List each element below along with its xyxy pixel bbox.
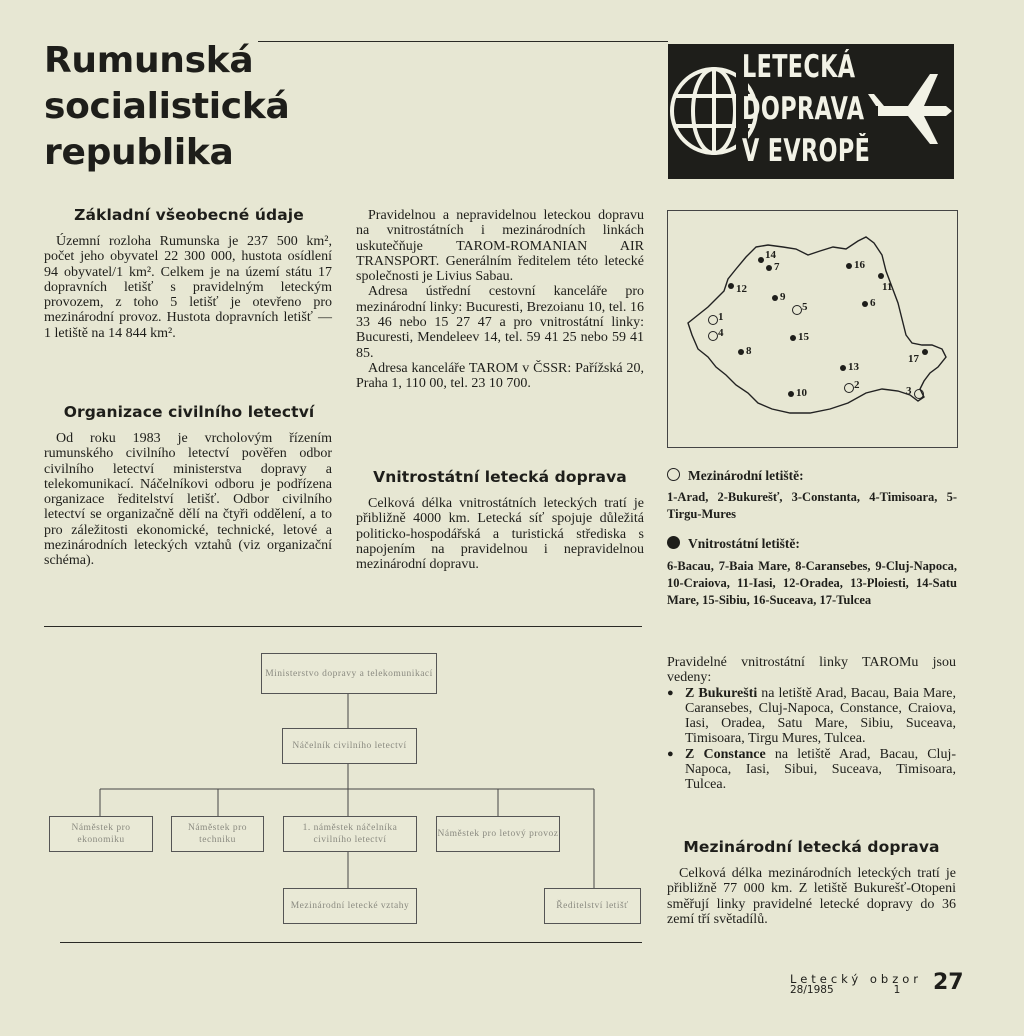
airport-label-11: 11: [882, 281, 893, 293]
org-box-deputy-economy: Náměstek pro ekonomiku: [49, 816, 153, 852]
airport-label-7: 7: [774, 261, 780, 273]
airport-label-14: 14: [765, 249, 776, 261]
text-civil-aviation-org: Od roku 1983 je vrcholovým řízením rumunského civilního letectví pověřen odbor civilního letectví ministerstva dopravy a telekomunikací. Náčelníkovi odboru je podřízena organizace ředitelství letišť. Odbor civilního letectví se organizačně dělí na čtyři oddělení, a to pro záležitosti ekonomické, technické, letové a mezinárodních leteckých vztahů (viz organizační schéma).: [44, 431, 332, 569]
org-box-deputy-flight-ops: Náměstek pro letový provoz: [436, 816, 560, 852]
page-title: Rumunská socialistická republika: [44, 40, 290, 173]
org-box-airports-directorate: Ředitelství letišť: [544, 888, 641, 924]
org-box-chief: Náčelník civilního letectví: [282, 728, 417, 764]
page-number: 27: [933, 970, 964, 995]
heading-basic-data: Základní všeobecné údaje: [74, 206, 304, 224]
footer-magazine: Letecký obzor: [790, 972, 923, 986]
legend-domestic: Vnitrostátní letiště:: [667, 536, 957, 552]
text-basic-data: Územní rozloha Rumunska je 237 500 km², počet jeho obyvatel 22 300 000, hustota osídlení 94 obyvatel/1 km². Celkem je na území státu 17 dopravních letišť s pravidelným leteckým provozem, z toho 5 letišť je otevřeno pro mezinárodní provoz. Hustota dopravních letišť — 1 letiště na 14 844 km².: [44, 234, 332, 341]
heading-domestic-transport: Vnitrostátní letecká doprava: [373, 468, 627, 486]
airport-label-2: 2: [854, 379, 860, 391]
heading-civil-aviation-org: Organizace civilního letectví: [63, 403, 315, 421]
text-international-transport: Celková délka mezinárodních leteckých tratí je přibližně 77 000 km. Z letiště Bukurešť-Otopeni směřují linky pravidelné letecké dopravy do 36 zemí tří světadílů.: [667, 866, 956, 927]
airport-label-6: 6: [870, 297, 876, 309]
org-box-ministry: Ministerstvo dopravy a telekomunikací: [261, 653, 437, 694]
org-box-first-deputy: 1. náměstek náčelníka civilního letectví: [283, 816, 417, 852]
org-box-international-relations: Mezinárodní letecké vztahy: [283, 888, 417, 924]
airport-label-3: 3: [906, 385, 912, 397]
airport-label-12: 12: [736, 283, 747, 295]
airport-label-9: 9: [780, 291, 786, 303]
route-item: ● Z Constance na letiště Arad, Bacau, Cluj-Napoca, Iasi, Sibui, Suceava, Timisoara, Tulcea.: [667, 747, 956, 793]
legend-international-items: 1-Arad, 2-Bukurešť, 3-Constanta, 4-Timisoara, 5-Tirgu-Mures: [667, 490, 957, 521]
airport-label-8: 8: [746, 345, 752, 357]
airport-label-4: 4: [718, 327, 724, 339]
route-item: ● Z Bukurešti na letiště Arad, Bacau, Baia Mare, Caransebes, Cluj-Napoca, Constance, Craiova, Iasi, Oradea, Satu Mare, Sibiu, Suceava, Timisoara, Tirgu Mures, Tulcea.: [667, 686, 956, 747]
airport-label-1: 1: [718, 311, 724, 323]
text-domestic-transport: Celková délka vnitrostátních leteckých tratí je přibližně 4000 km. Letecká síť spojuje důležitá politicko-hospodářská a turistická střediska s napojením na pravidelnou i nepravidelnou mezinárodní dopravu.: [356, 496, 644, 573]
heading-international-transport: Mezinárodní letecká doprava: [683, 838, 940, 856]
routes-intro: Pravidelné vnitrostátní linky TAROMu jsou vedeny:: [667, 655, 956, 686]
airport-label-13: 13: [848, 361, 859, 373]
text-tarom: Pravidelnou a nepravidelnou leteckou dopravu na vnitrostátních i mezinárodních linkách uskutečňuje TAROM-ROMANIAN AIR TRANSPORT. Generálním ředitelem této letecké společnosti je Livius Sabau. Adresa ústřední cestovní kanceláře pro mezinárodní linky: Bucuresti, Brezoianu 10, tel. 16 33 46 nebo 15 27 47 a pro vnitrostátní linky: Bucuresti, Mendeleev 14, tel. 59 41 25 nebo 59 41 85. Adresa kanceláře TAROM v ČSSR: Pařížská 20, Praha 1, 110 00, tel. 23 10 700.: [356, 208, 644, 392]
legend-international: Mezinárodní letiště:: [667, 468, 957, 484]
logo-letecka-doprava: LETECKÁ DOPRAVA V EVROPĚ: [668, 44, 954, 179]
legend-domestic-items: 6-Bacau, 7-Baia Mare, 8-Caransebes, 9-Cluj-Napoca, 10-Craiova, 11-Iasi, 12-Oradea, 13-Ploiesti, 14-Satu Mare, 15-Sibiu, 16-Suceava, 17-Tulcea: [667, 559, 957, 607]
airport-label-16: 16: [854, 259, 865, 271]
airport-label-17: 17: [908, 353, 919, 365]
footer-issue: 28/1985 1: [790, 984, 901, 996]
airport-label-5: 5: [802, 301, 808, 313]
airport-label-15: 15: [798, 331, 809, 343]
airport-label-10: 10: [796, 387, 807, 399]
org-box-deputy-technology: Náměstek pro techniku: [171, 816, 264, 852]
